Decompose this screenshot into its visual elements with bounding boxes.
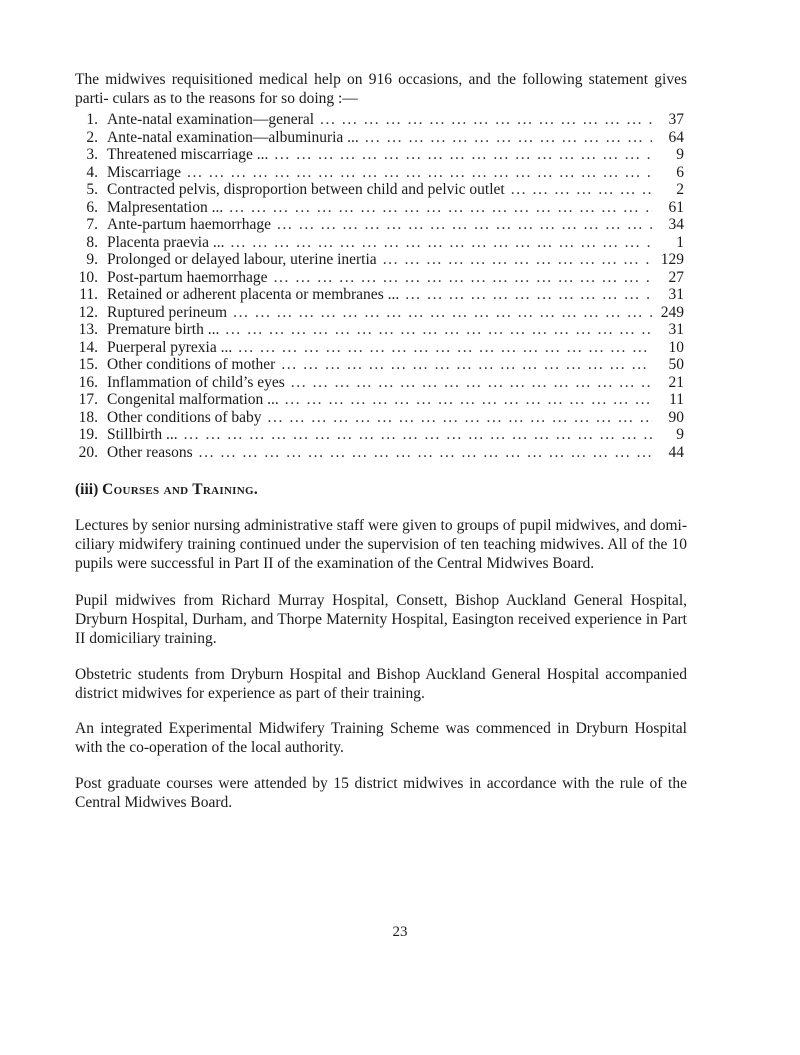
section-heading (75, 481, 258, 499)
dot-leader (268, 409, 652, 427)
reason-number: 4. (86, 163, 98, 181)
reason-number: 10. (78, 268, 98, 286)
dot-leader (225, 321, 652, 339)
dot-leader (238, 339, 652, 357)
reason-number: 13. (78, 321, 98, 338)
dot-leader (405, 286, 652, 304)
reason-number: 9. (86, 251, 98, 268)
reason-number: 20. (78, 443, 98, 461)
reason-count: 37 (668, 111, 684, 128)
reason-count: 1 (676, 233, 684, 251)
reason-count: 61 (668, 198, 684, 216)
dot-leader (230, 234, 652, 252)
reason-count: 10 (668, 338, 684, 356)
dot-leader (274, 269, 652, 287)
dot-leader (233, 304, 652, 322)
section-title: Courses and Training. (102, 481, 259, 498)
dot-leader (365, 129, 652, 147)
reason-label: Threatened miscarriage ... (107, 146, 269, 163)
reason-label: Puerperal pyrexia ... (107, 338, 233, 356)
dot-leader (383, 251, 652, 269)
dot-leader (184, 426, 652, 444)
reason-count: 129 (660, 251, 684, 268)
page-number: 23 (392, 924, 408, 940)
reason-count: 6 (676, 163, 684, 181)
paragraph-post-graduate: Post graduate courses were attended by 15 district midwives in accordance with the rule of the Central Midwives Board. (75, 775, 687, 811)
dot-leader (274, 146, 652, 164)
reason-number: 7. (86, 216, 98, 233)
paragraph-integrated-scheme: An integrated Experimental Midwifery Training Scheme was commenced in Dryburn Hospital with the co-operation of the local authority. (75, 720, 687, 756)
reason-row (75, 181, 684, 199)
reason-label: Miscarriage (107, 163, 182, 181)
reason-label: Premature birth ... (107, 321, 220, 338)
reason-row (75, 129, 684, 147)
reason-number: 6. (86, 198, 98, 216)
reason-row (75, 251, 684, 269)
reason-row (75, 339, 684, 357)
reason-count: 249 (660, 303, 684, 321)
reason-number: 18. (78, 408, 98, 426)
reason-row (75, 356, 684, 374)
reason-row (75, 304, 684, 322)
dot-leader (320, 111, 652, 129)
reason-number: 19. (78, 426, 98, 443)
reason-label: Ante-natal examination—albuminuria ... (107, 128, 359, 146)
reason-number: 15. (78, 356, 98, 373)
reason-row (75, 391, 684, 409)
reason-label: Post-partum haemorrhage (107, 268, 268, 286)
reason-row (75, 321, 684, 339)
reason-number: 3. (86, 146, 98, 163)
reason-count: 50 (668, 356, 684, 373)
reason-count: 31 (668, 321, 684, 338)
reason-row (75, 146, 684, 164)
reason-row (75, 444, 684, 462)
reason-count: 9 (676, 146, 684, 163)
reason-count: 90 (668, 408, 684, 426)
reason-row (75, 286, 684, 304)
reason-count: 9 (676, 426, 684, 443)
reason-label: Ruptured perineum (107, 303, 228, 321)
reason-label: Ante-partum haemorrhage (107, 216, 271, 233)
dot-leader (281, 356, 652, 374)
paragraph-lectures: Lectures by senior nursing administrative staff were given to groups of pupil midwives, and domi- ciliary midwifery training continued under the supervision of ten teaching midwives. All of the 10 pupils were successful in Part II of the examination of the Central Midwives Board. (75, 517, 687, 572)
reason-row (75, 111, 684, 129)
reason-number: 8. (86, 233, 98, 251)
reason-label: Other reasons (107, 443, 193, 461)
reason-label: Stillbirth ... (107, 426, 178, 443)
reason-number: 2. (86, 128, 98, 146)
dot-leader (277, 216, 652, 234)
reason-label: Retained or adherent placenta or membranes ... (107, 286, 400, 303)
dot-leader (229, 199, 652, 217)
reason-label: Ante-natal examination—general (107, 111, 315, 128)
reason-label: Other conditions of mother (107, 356, 276, 373)
dot-leader (291, 374, 652, 392)
reason-row (75, 269, 684, 287)
reasons-list (75, 111, 684, 461)
reason-row (75, 164, 684, 182)
reason-row (75, 409, 684, 427)
reason-number: 1. (86, 111, 98, 128)
reason-count: 44 (668, 443, 684, 461)
reason-label: Malpresentation ... (107, 198, 224, 216)
reason-label: Congenital malformation ... (107, 391, 279, 408)
reason-count: 34 (668, 216, 684, 233)
reason-label: Inflammation of child’s eyes (107, 373, 285, 391)
reason-count: 11 (669, 391, 684, 408)
dot-leader (199, 444, 652, 462)
paragraph-pupil-midwives: Pupil midwives from Richard Murray Hospital, Consett, Bishop Auckland General Hospital, Dryburn Hospital, Durham, and Thorpe Maternity Hospital, Easington received experience in Part II domiciliary training. (75, 592, 687, 647)
reason-number: 12. (78, 303, 98, 321)
reason-number: 17. (78, 391, 98, 408)
reason-row (75, 199, 684, 217)
reason-row (75, 234, 684, 252)
reason-row (75, 216, 684, 234)
reason-row (75, 374, 684, 392)
intro-paragraph: The midwives requisitioned medical help on 916 occasions, and the following statement gives parti- culars as to the reasons for so doing :— (75, 71, 687, 107)
reason-number: 16. (78, 373, 98, 391)
reason-count: 2 (676, 181, 684, 198)
reason-number: 14. (78, 338, 98, 356)
section-number: (iii) (75, 481, 99, 498)
paragraph-obstetric-students: Obstetric students from Dryburn Hospital and Bishop Auckland General Hospital accompanied district midwives for experience as part of their training. (75, 666, 687, 702)
dot-leader (187, 164, 652, 182)
reason-count: 27 (668, 268, 684, 286)
reason-count: 31 (668, 286, 684, 303)
reason-count: 64 (668, 128, 684, 146)
reason-label: Prolonged or delayed labour, uterine inertia (107, 251, 377, 268)
reason-label: Other conditions of baby (107, 408, 262, 426)
reason-label: Contracted pelvis, disproportion between child and pelvic outlet (107, 181, 505, 198)
reason-label: Placenta praevia ... (107, 233, 225, 251)
dot-leader (285, 391, 652, 409)
dot-leader (511, 181, 652, 199)
reason-row (75, 426, 684, 444)
reason-number: 5. (86, 181, 98, 198)
reason-number: 11. (79, 286, 98, 303)
reason-count: 21 (668, 373, 684, 391)
